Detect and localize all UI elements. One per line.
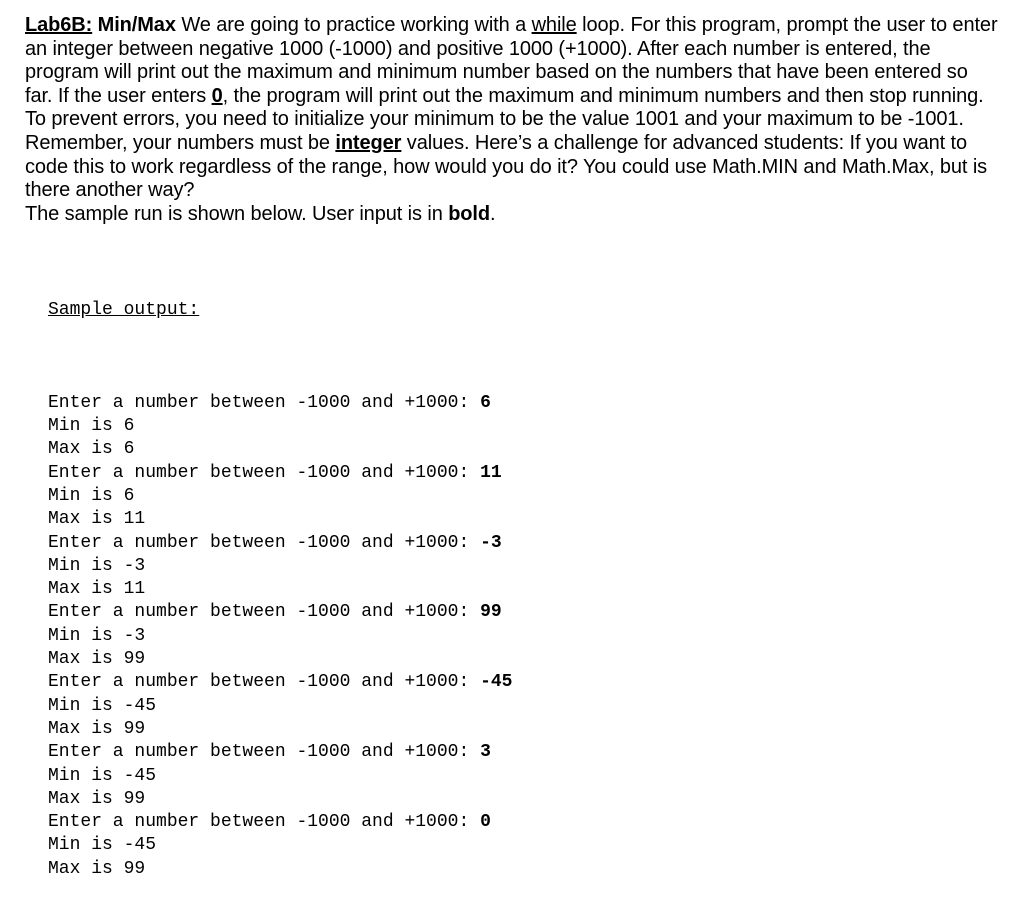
prompt-text: Enter a number between -1000 and +1000: bbox=[48, 602, 481, 623]
prompt-line bbox=[48, 601, 512, 624]
prompt-line bbox=[48, 392, 512, 415]
max-output-line: Max is 11 bbox=[48, 509, 146, 530]
min-output-line: Min is -3 bbox=[48, 555, 146, 576]
bold-keyword: bold bbox=[448, 202, 490, 225]
min-output-line: Min is -45 bbox=[48, 835, 157, 856]
prompt-text: Enter a number between -1000 and +1000: bbox=[48, 672, 481, 693]
user-input: -3 bbox=[480, 532, 502, 553]
prompt-line bbox=[48, 532, 512, 555]
min-output-line: Min is 6 bbox=[48, 416, 135, 437]
sample-output bbox=[48, 252, 512, 904]
max-output-line: Max is 6 bbox=[48, 439, 135, 460]
prompt-line bbox=[48, 462, 512, 485]
prompt-line bbox=[48, 671, 512, 694]
max-output-line: Max is 11 bbox=[48, 579, 146, 600]
while-keyword: while bbox=[531, 14, 577, 36]
min-output-line: Min is -45 bbox=[48, 695, 157, 716]
sample-output-heading: Sample output: bbox=[48, 299, 200, 320]
sample-run-list bbox=[48, 392, 512, 881]
lab-title: Min/Max bbox=[97, 14, 176, 36]
prompt-line bbox=[48, 741, 512, 764]
user-input: 0 bbox=[480, 812, 491, 833]
user-input: 3 bbox=[480, 742, 491, 763]
prompt-text: Enter a number between -1000 and +1000: bbox=[48, 532, 481, 553]
description-text-4: values. Here’s a challenge for advanced students: If you want to code this to work regardless of the range, how would you do it? You could use Math.MIN and Math.Max, but is there another way? bbox=[25, 131, 988, 202]
min-output-line: Min is 6 bbox=[48, 485, 135, 506]
max-output-line: Max is 99 bbox=[48, 858, 146, 879]
description-text-3: , the program will print out the maximum and minimum numbers and then stop running. To prevent errors, you need to initialize your minimum to be the value 1001 and your maximum to be -1001. Remember, your numbers must be bbox=[25, 84, 984, 154]
assignment-description bbox=[25, 14, 1000, 226]
user-input: -45 bbox=[480, 672, 513, 693]
max-output-line: Max is 99 bbox=[48, 788, 146, 809]
zero-value: 0 bbox=[211, 84, 223, 107]
user-input: 11 bbox=[480, 462, 502, 483]
description-text-2: loop. For this program, prompt the user to enter an integer between negative 1000 (-1000) and positive 1000 (+1000). After each number is entered, the program will print out the maximum and minimum number based on the numbers that have been entered so far. If the user enters bbox=[25, 14, 998, 107]
description-text-1: We are going to practice working with a bbox=[181, 14, 532, 36]
prompt-text: Enter a number between -1000 and +1000: bbox=[48, 742, 481, 763]
min-output-line: Min is -45 bbox=[48, 765, 157, 786]
prompt-text: Enter a number between -1000 and +1000: bbox=[48, 812, 481, 833]
max-output-line: Max is 99 bbox=[48, 649, 146, 670]
user-input: 99 bbox=[480, 602, 502, 623]
user-input: 6 bbox=[480, 392, 491, 413]
prompt-text: Enter a number between -1000 and +1000: bbox=[48, 392, 481, 413]
prompt-line bbox=[48, 811, 512, 834]
lab-id: Lab6B: bbox=[25, 14, 93, 36]
description-text-6: . bbox=[490, 202, 496, 225]
description-text-5: The sample run is shown below. User input is in bbox=[25, 202, 449, 225]
integer-keyword: integer bbox=[335, 131, 402, 154]
prompt-text: Enter a number between -1000 and +1000: bbox=[48, 462, 481, 483]
max-output-line: Max is 99 bbox=[48, 718, 146, 739]
min-output-line: Min is -3 bbox=[48, 625, 146, 646]
